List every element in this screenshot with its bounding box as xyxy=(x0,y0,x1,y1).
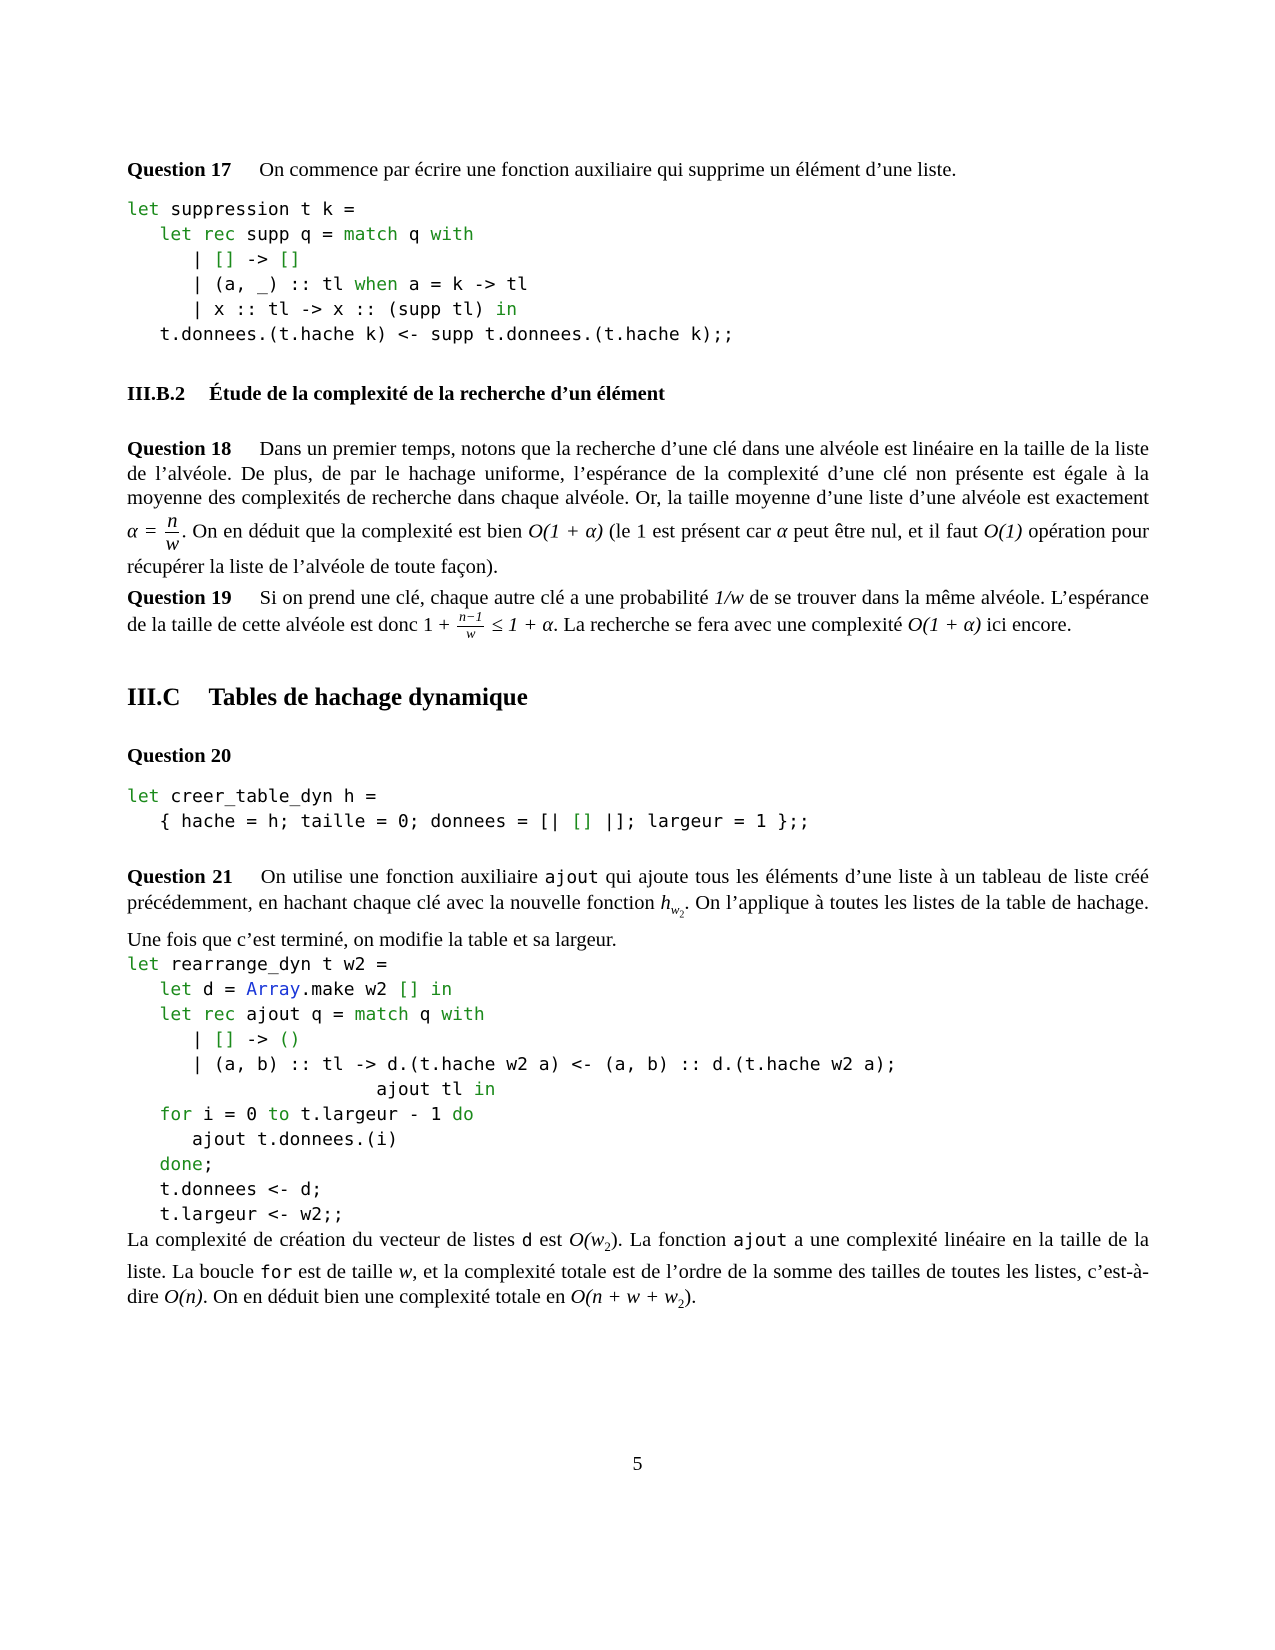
math-subscript: 2 xyxy=(679,909,685,921)
subsection-heading xyxy=(127,383,1149,406)
paragraph-text: , et la complexité totale est de l’ordre de la somme des tailles de toutes les listes, c’est-à-dire xyxy=(127,1260,1149,1309)
section-number: III.C xyxy=(127,684,181,711)
question-text: . On en déduit que la complexité est bien xyxy=(181,520,529,543)
code-line: ajout tl in xyxy=(127,1079,496,1100)
question-text: de se trouver dans la même alvéole. L’espérance de la taille de cette alvéole est donc xyxy=(127,587,1149,636)
question-label: Question 19 xyxy=(127,587,232,609)
code-listing xyxy=(127,952,1149,1227)
question-18 xyxy=(127,437,1149,579)
question-text: peut être nul, et il faut xyxy=(787,520,984,543)
code-line: let rearrange_dyn t w2 = xyxy=(127,954,388,975)
code-line: | [] -> () xyxy=(127,1029,301,1050)
math-complexity: O(w xyxy=(569,1229,605,1251)
fraction-numerator: n xyxy=(167,509,178,532)
subsection-number: III.B.2 xyxy=(127,383,186,405)
question-text: opération pour récupérer la liste de l’alvéole de toute façon). xyxy=(127,520,1149,578)
inline-code: d xyxy=(521,1230,533,1251)
question-20 xyxy=(127,744,1149,769)
math-one-plus: 1 + xyxy=(422,613,450,636)
fraction-n-over-w xyxy=(165,511,179,555)
question-text: . On l’applique à toutes les listes de la table de hachage. Une fois que c’est terminé, on modifie la table et sa largeur. xyxy=(127,891,1150,951)
math-alpha: α xyxy=(776,520,788,543)
code-line: | [] -> [] xyxy=(127,249,301,270)
question-17 xyxy=(127,158,1149,183)
question-label: Question 21 xyxy=(127,866,233,888)
math-alpha-eq: α = xyxy=(127,520,158,543)
fraction-n-minus-1-over-w xyxy=(457,611,484,642)
code-line: | x :: tl -> x :: (supp tl) in xyxy=(127,299,518,320)
paragraph-text: La complexité de création du vecteur de listes xyxy=(127,1229,522,1251)
fraction-denominator: w xyxy=(165,533,180,555)
code-listing xyxy=(127,197,1149,347)
math-inequality: ≤ 1 + α xyxy=(491,613,554,636)
math-w: w xyxy=(398,1260,413,1283)
math-complexity: O(1 + α) xyxy=(528,520,604,543)
paragraph-text: ). La fonction xyxy=(610,1229,734,1251)
question-21 xyxy=(127,865,1149,952)
math-hash-function xyxy=(660,891,685,921)
paragraph-text: . On en déduit bien une complexité totale en xyxy=(202,1286,571,1309)
math-subscript: 2 xyxy=(604,1239,611,1255)
code-line: t.largeur <- w2;; xyxy=(127,1204,344,1225)
math-probability: 1/w xyxy=(714,587,744,609)
code-block-21 xyxy=(127,952,1149,1227)
code-line: ajout t.donnees.(i) xyxy=(127,1129,398,1150)
code-line: let suppression t k = xyxy=(127,199,355,220)
code-line: | (a, _) :: tl when a = k -> tl xyxy=(127,274,528,295)
conclusion-paragraph xyxy=(127,1228,1149,1317)
math-complexity: O(n) xyxy=(164,1286,203,1309)
code-line: | (a, b) :: tl -> d.(t.hache w2 a) <- (a, b) :: d.(t.hache w2 a); xyxy=(127,1054,897,1075)
question-text: On utilise une fonction auxiliaire xyxy=(260,866,545,888)
question-label: Question 17 xyxy=(127,159,232,181)
question-label: Question 20 xyxy=(127,745,232,767)
math-h: h xyxy=(660,891,671,914)
code-line: let d = Array.make w2 [] in xyxy=(159,979,453,1000)
math-o1: O(1) xyxy=(983,520,1023,543)
question-text: On commence par écrire une fonction auxiliaire qui supprime un élément d’une liste. xyxy=(259,159,957,181)
code-block-17 xyxy=(127,197,1149,347)
code-line: let rec supp q = match q with xyxy=(159,224,474,245)
paragraph-text: ). xyxy=(684,1286,697,1309)
math-w: w xyxy=(670,901,680,917)
section-title: Tables de hachage dynamique xyxy=(208,684,528,711)
subsection-title: Étude de la complexité de la recherche d’un élément xyxy=(209,383,665,405)
code-line: t.donnees <- d; xyxy=(127,1179,323,1200)
math-complexity: O(1 + α) xyxy=(907,613,982,636)
question-text: (le 1 est présent car xyxy=(603,520,777,543)
code-line: { hache = h; taille = 0; donnees = [| [] |]; largeur = 1 };; xyxy=(127,811,810,832)
inline-code: for xyxy=(259,1261,293,1283)
question-text: ici encore. xyxy=(981,613,1072,636)
code-line: let creer_table_dyn h = xyxy=(127,786,377,807)
question-19 xyxy=(127,586,1149,642)
code-line: for i = 0 to t.largeur - 1 do xyxy=(159,1104,474,1125)
code-block-20 xyxy=(127,784,1149,834)
question-text: Dans un premier temps, notons que la recherche d’une clé dans une alvéole est linéaire en la taille de la liste de l’alvéole. De plus, de par le hachage uniforme, l’espérance de la complexité d’une clé non présente est égale à la moyenne des complexités de recherche dans chaque alvéole. Or, la taille moyenne d’une liste d’une alvéole est exactement xyxy=(127,438,1149,509)
question-text: Si on prend une clé, chaque autre clé a une probabilité xyxy=(259,587,715,609)
math-subscript: 2 xyxy=(677,1296,685,1312)
paragraph-text: a une complexité linéaire en la taille de la liste. La boucle xyxy=(127,1229,1149,1283)
code-listing xyxy=(127,784,1149,834)
question-label: Question 18 xyxy=(127,438,232,460)
math-complexity: O(n + w + w xyxy=(570,1286,678,1309)
inline-code: ajout xyxy=(733,1230,788,1251)
fraction-numerator: n−1 xyxy=(459,609,483,625)
fraction-denominator: w xyxy=(466,626,476,642)
code-line: done; xyxy=(159,1154,214,1175)
section-heading xyxy=(127,684,1149,712)
question-text: qui ajoute tous les éléments d’une liste à un tableau de liste créé précédemment, en hachant chaque clé avec la nouvelle fonction xyxy=(127,866,1149,914)
question-text: . La recherche se fera avec une complexité xyxy=(553,613,908,636)
page-number: 5 xyxy=(632,1453,643,1475)
code-line: let rec ajout q = match q with xyxy=(159,1004,485,1025)
paragraph-text: est xyxy=(532,1229,569,1251)
paragraph-text: est de taille xyxy=(292,1260,399,1283)
inline-code: ajout xyxy=(544,867,599,888)
code-line: t.donnees.(t.hache k) <- supp t.donnees.(t.hache k);; xyxy=(127,324,734,345)
